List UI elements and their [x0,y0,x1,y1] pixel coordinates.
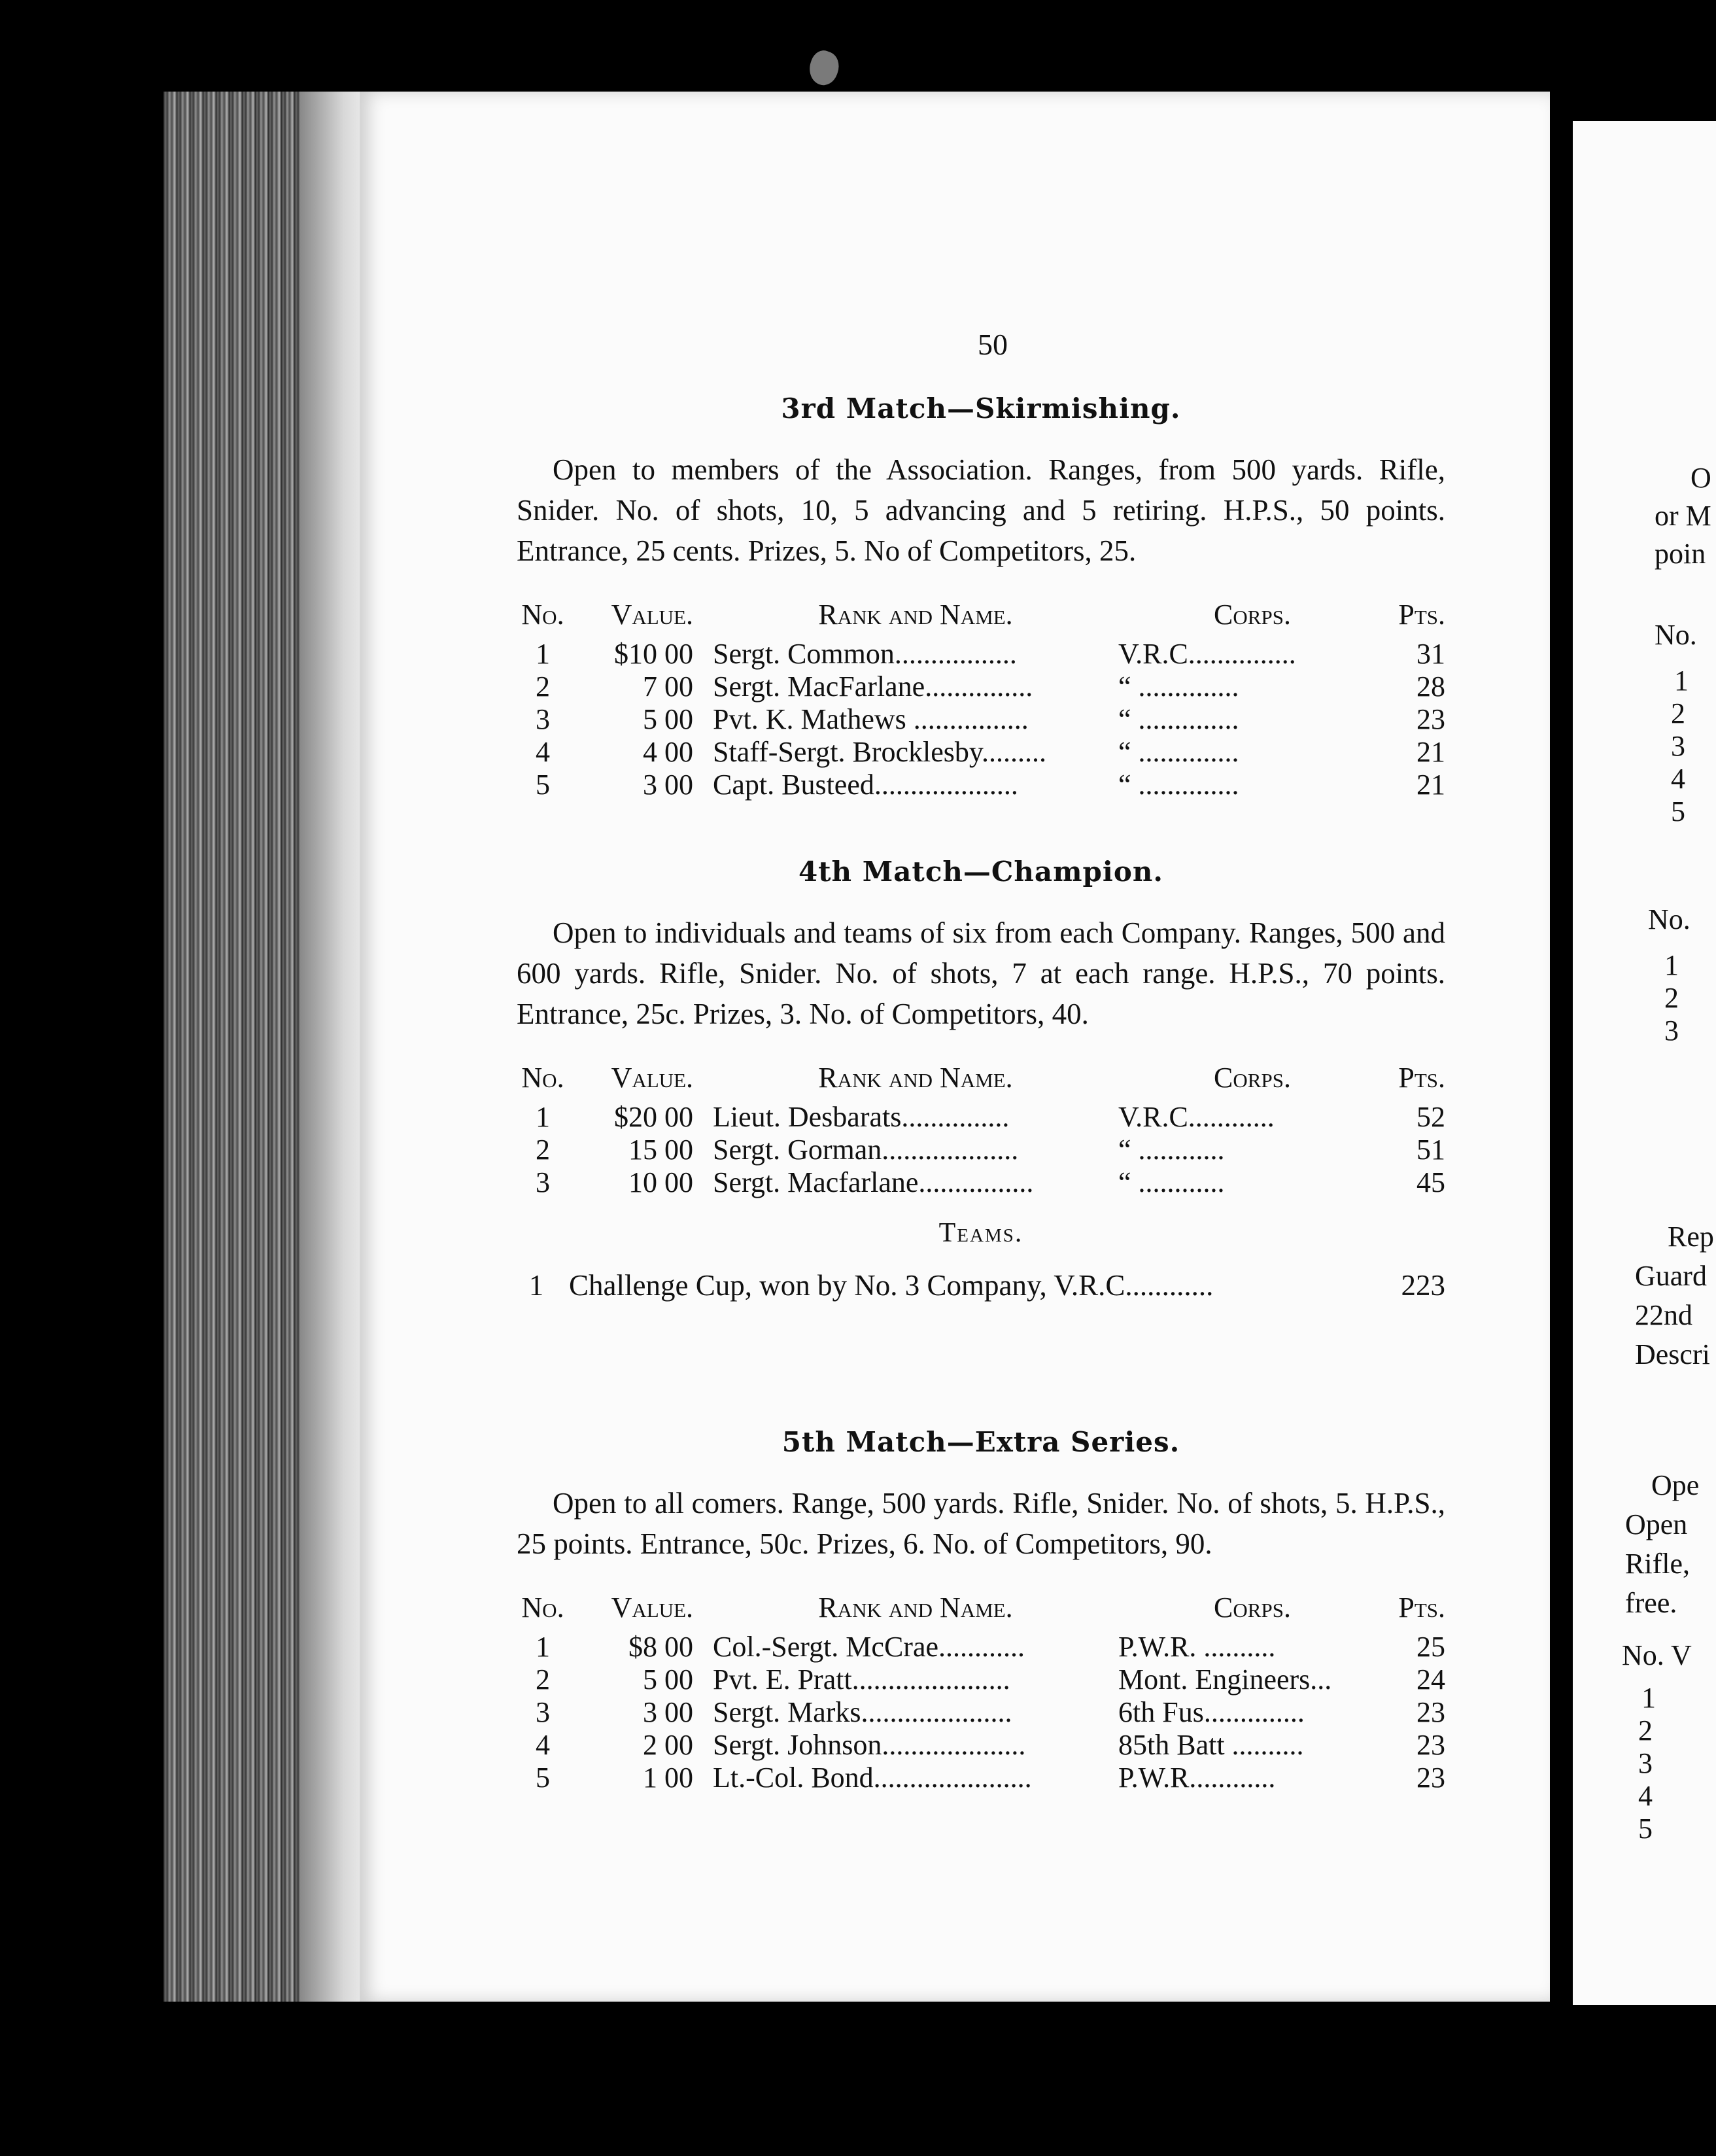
row-name: Sergt. Macfarlane................ [713,1166,1034,1198]
row-pts: 45 [1416,1166,1445,1198]
row-pts: 23 [1416,1729,1445,1761]
match4-heading: 4th Match—Champion. [798,856,1164,888]
right-page-text: 3 [1638,1747,1653,1779]
row-corps: P.W.R............ [1118,1762,1276,1794]
row-no: 5 [536,1762,550,1794]
row-name: Capt. Busteed.................... [713,769,1018,801]
match3-results-table [517,597,1445,801]
table-row [517,1101,1445,1134]
row-no: 2 [536,1663,550,1695]
match4-results-table [517,1060,1445,1199]
row-no: 3 [536,1166,550,1198]
row-value: 7 00 [643,670,693,703]
right-page-text: 2 [1638,1714,1653,1747]
row-pts: 28 [1416,670,1445,703]
row-no: 4 [536,1729,550,1761]
header-pts: Pts. [1398,1062,1445,1094]
right-page-text: poin [1655,538,1706,570]
right-page-text: 22nd [1635,1299,1692,1331]
header-value: Value. [611,1062,693,1094]
header-rank-name: Rank and Name. [818,1591,1013,1624]
match5-results-table [517,1590,1445,1794]
right-page-text: O [1690,462,1711,494]
right-page-text: 2 [1664,982,1679,1014]
team-pts: 223 [1401,1269,1445,1302]
row-corps: 85th Batt .......... [1118,1729,1304,1761]
table-header-row [517,1060,1445,1101]
right-page-text: 5 [1671,795,1685,827]
table-row [517,1663,1445,1696]
row-value: 1 00 [643,1762,693,1794]
right-page-text: No. V [1622,1639,1692,1671]
header-no: No. [521,599,564,631]
row-pts: 21 [1416,769,1445,801]
row-name: Col.-Sergt. McCrae............ [713,1631,1025,1663]
table-row [517,769,1445,801]
right-page-text: Rifle, [1625,1548,1690,1580]
header-corps: Corps. [1214,599,1291,631]
table-row [517,670,1445,703]
row-corps: P.W.R. .......... [1118,1631,1276,1663]
row-pts: 31 [1416,638,1445,670]
team-row [517,1266,1445,1305]
row-pts: 52 [1416,1101,1445,1133]
table-row [517,736,1445,769]
right-page-text: 4 [1638,1780,1653,1812]
header-rank-name: Rank and Name. [818,599,1013,631]
row-value: 5 00 [643,1663,693,1695]
row-corps: 6th Fus.............. [1118,1696,1305,1728]
row-value: 15 00 [628,1134,693,1166]
right-page-text: Descri [1635,1338,1710,1370]
row-value: 5 00 [643,703,693,735]
table-row [517,1762,1445,1794]
row-no: 2 [536,1134,550,1166]
table-header-row [517,597,1445,638]
row-corps: Mont. Engineers... [1118,1663,1332,1695]
row-value: 3 00 [643,769,693,801]
match3-description: Open to members of the Association. Ranges, from 500 yards. Rifle, Snider. No. of shots, 10, 5 advancing and 5 retiring. H.P.S., 50 points. Entrance, 25 cents. Prizes, 5. No of Competitors, 25. [517,453,1445,567]
row-name: Pvt. K. Mathews ................ [713,703,1029,735]
right-page-text: free. [1625,1587,1677,1619]
row-name: Lt.-Col. Bond...................... [713,1762,1032,1794]
header-corps: Corps. [1214,1591,1291,1624]
row-name: Sergt. Common................. [713,638,1017,670]
right-page-text: Ope [1651,1469,1700,1501]
row-corps: “ ............ [1118,1166,1225,1198]
match5-section [517,1426,1445,1794]
row-no: 3 [536,703,550,735]
right-page-text: 5 [1638,1813,1653,1845]
row-value: 4 00 [643,736,693,768]
page-number: 50 [978,328,1008,361]
header-value: Value. [611,1591,693,1624]
header-no: No. [521,1591,564,1624]
team-desc: Challenge Cup, won by No. 3 Company, V.R.C............ [569,1269,1214,1302]
row-pts: 25 [1416,1631,1445,1663]
row-name: Sergt. Marks..................... [713,1696,1012,1728]
row-value: 3 00 [643,1696,693,1728]
table-row [517,638,1445,670]
match3-heading: 3rd Match—Skirmishing. [781,392,1181,425]
match4-description: Open to individuals and teams of six from each Company. Ranges, 500 and 600 yards. Rifle, Snider. No. of shots, 7 at each range. H.P.S., 70 points. Entrance, 25c. Prizes, 3. No. of Competitors, 40. [517,916,1445,1030]
match5-heading: 5th Match—Extra Series. [781,1426,1180,1458]
row-value: $20 00 [614,1101,693,1133]
header-rank-name: Rank and Name. [818,1062,1013,1094]
row-pts: 51 [1416,1134,1445,1166]
row-name: Sergt. Gorman................... [713,1134,1019,1166]
team-no: 1 [528,1269,544,1302]
header-pts: Pts. [1398,599,1445,631]
row-corps: “ ............ [1118,1134,1225,1166]
right-page-text: 1 [1664,949,1679,981]
table-row [517,1134,1445,1166]
header-corps: Corps. [1214,1062,1291,1094]
table-row [517,1696,1445,1729]
teams-label: Teams. [938,1218,1023,1248]
row-no: 5 [536,769,550,801]
table-row [517,1166,1445,1199]
table-row [517,1729,1445,1762]
table-header-row [517,1590,1445,1631]
row-value: 2 00 [643,1729,693,1761]
right-page-text: or M [1655,500,1711,532]
table-row [517,1631,1445,1663]
right-page-text: 4 [1671,763,1685,795]
match5-description: Open to all comers. Range, 500 yards. Rifle, Snider. No. of shots, 5. H.P.S., 25 points. Entrance, 50c. Prizes, 6. No. of Competitors, 90. [517,1487,1445,1560]
match4-section [517,856,1445,1305]
row-value: 10 00 [628,1166,693,1198]
right-page-text: No. [1655,619,1697,651]
right-page-text: 1 [1674,665,1689,697]
row-name: Sergt. Johnson.................... [713,1729,1026,1761]
right-page-text: 3 [1671,730,1685,762]
row-no: 2 [536,670,550,703]
row-no: 1 [536,1631,550,1663]
row-pts: 23 [1416,703,1445,735]
row-name: Pvt. E. Pratt...................... [713,1663,1010,1695]
row-pts: 21 [1416,736,1445,768]
right-page-text: Guard [1635,1260,1707,1292]
row-no: 4 [536,736,550,768]
right-page-text: 3 [1664,1015,1679,1047]
right-page-fragment [1573,121,1716,2005]
right-page-text: 1 [1641,1682,1656,1714]
header-pts: Pts. [1398,1591,1445,1624]
row-no: 1 [536,638,550,670]
row-corps: V.R.C............ [1118,1101,1275,1133]
row-corps: “ .............. [1118,703,1239,735]
row-name: Staff-Sergt. Brocklesby......... [713,736,1047,768]
row-name: Sergt. MacFarlane............... [713,670,1033,703]
right-page-text: Rep [1668,1221,1714,1253]
row-pts: 23 [1416,1696,1445,1728]
row-pts: 24 [1416,1663,1445,1695]
row-no: 1 [536,1101,550,1133]
row-value: $8 00 [628,1631,693,1663]
row-pts: 23 [1416,1762,1445,1794]
right-page-text: 2 [1671,697,1685,729]
right-page-text: Open [1625,1508,1688,1540]
row-corps: “ .............. [1118,769,1239,801]
row-corps: “ .............. [1118,670,1239,703]
ink-blot [804,47,843,89]
match3-section [517,392,1445,801]
header-no: No. [521,1062,564,1094]
row-no: 3 [536,1696,550,1728]
right-page-text: No. [1648,903,1690,935]
row-name: Lieut. Desbarats............... [713,1101,1010,1133]
header-value: Value. [611,599,693,631]
row-corps: V.R.C............... [1118,638,1296,670]
row-value: $10 00 [614,638,693,670]
table-row [517,703,1445,736]
row-corps: “ .............. [1118,736,1239,768]
